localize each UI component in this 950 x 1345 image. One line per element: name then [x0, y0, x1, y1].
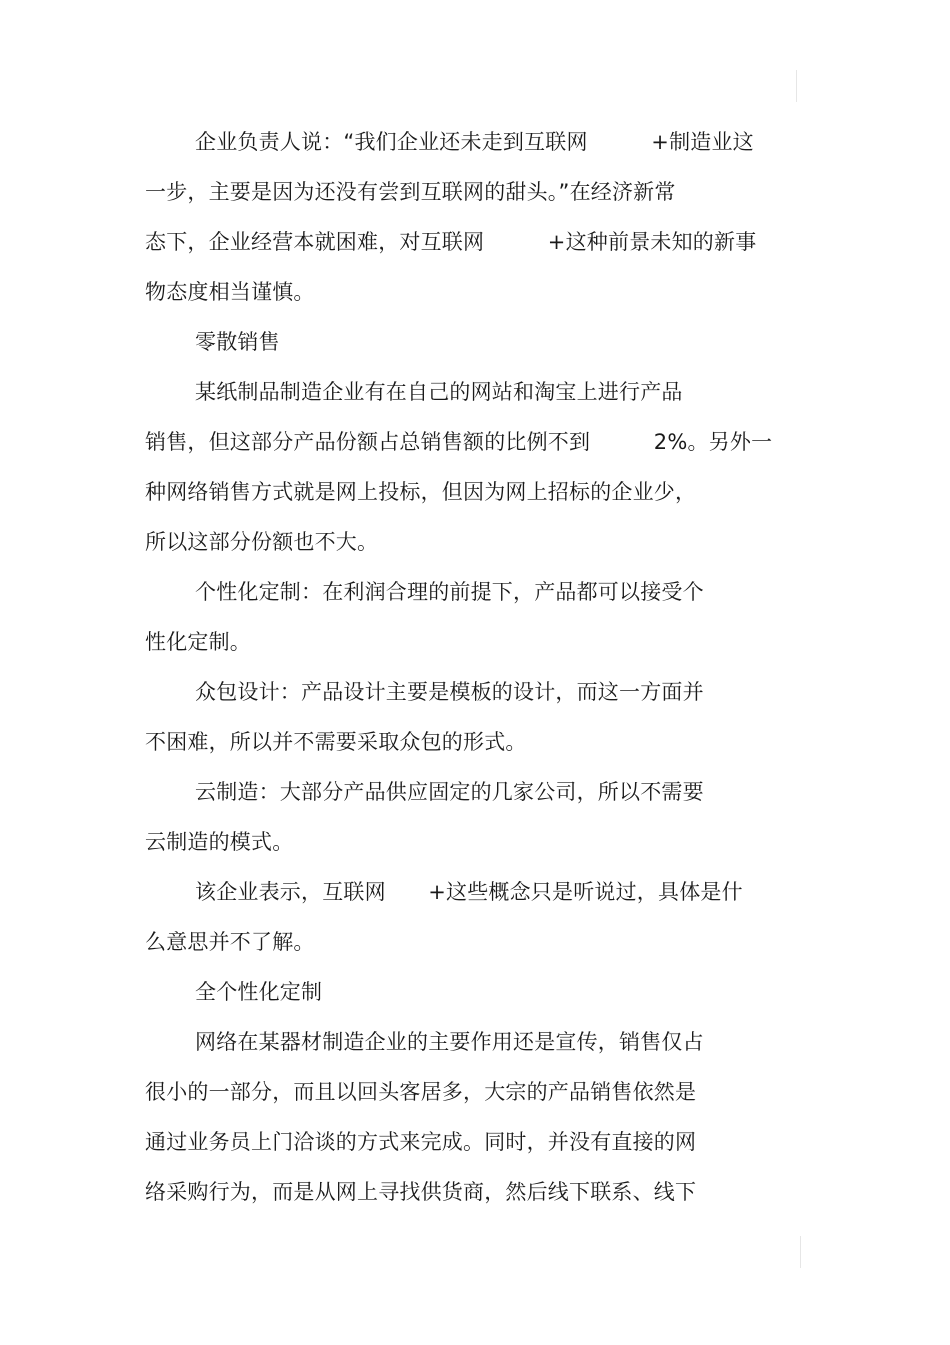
text-line-15: 云制造的模式。 — [145, 830, 294, 854]
text-line-6: 某纸制品制造企业有在自己的网站和淘宝上进行产品 — [195, 380, 683, 404]
section-heading-retail: 零散销售 — [195, 330, 280, 354]
text-line-2: 一步，主要是因为还没有尝到互联网的甜头。”在经济新常 — [145, 180, 676, 204]
text-line-21: 通过业务员上门洽谈的方式来完成。同时，并没有直接的网 — [145, 1130, 697, 1154]
text-line-8: 种网络销售方式就是网上投标，但因为网上招标的企业少， — [145, 480, 697, 504]
text-line-10: 个性化定制：在利润合理的前提下，产品都可以接受个 — [195, 580, 704, 604]
text-line-20: 很小的一部分，而且以回头客居多，大宗的产品销售依然是 — [145, 1080, 697, 1104]
text-line-3: 态下，企业经营本就困难，对互联网 +这种前景未知的新事 — [145, 230, 757, 254]
text-line-19: 网络在某器材制造企业的主要作用还是宣传，销售仅占 — [195, 1030, 704, 1054]
section-heading-customization: 全个性化定制 — [195, 980, 323, 1004]
text-line-7: 销售，但这部分产品份额占总销售额的比例不到 2%。另外一 — [145, 430, 773, 454]
text-line-9: 所以这部分份额也不大。 — [145, 530, 379, 554]
text-line-22: 络采购行为，而是从网上寻找供货商，然后线下联系、线下 — [145, 1180, 697, 1204]
text-line-12: 众包设计：产品设计主要是模板的设计，而这一方面并 — [195, 680, 704, 704]
text-line-16: 该企业表示，互联网 +这些概念只是听说过，具体是什 — [195, 880, 743, 904]
text-line-17: 么意思并不了解。 — [145, 930, 315, 954]
text-line-13: 不困难，所以并不需要采取众包的形式。 — [145, 730, 527, 754]
text-line-4: 物态度相当谨慎。 — [145, 280, 315, 304]
margin-mark-bottom — [800, 1236, 801, 1268]
text-line-11: 性化定制。 — [145, 630, 251, 654]
text-line-14: 云制造：大部分产品供应固定的几家公司，所以不需要 — [195, 780, 704, 804]
text-line-1: 企业负责人说：“我们企业还未走到互联网 +制造业这 — [195, 130, 754, 154]
margin-mark-top — [796, 70, 797, 102]
